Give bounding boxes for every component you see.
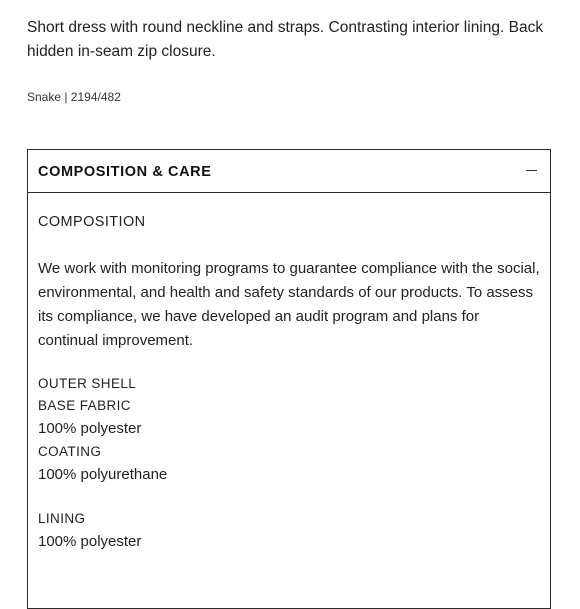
base-fabric-label: BASE FABRIC [38, 398, 131, 413]
minus-icon[interactable] [526, 170, 537, 171]
coating-label: COATING [38, 444, 102, 459]
lining-value: 100% polyester [38, 533, 142, 550]
product-reference: Snake | 2194/482 [27, 90, 121, 104]
accordion-header[interactable] [28, 150, 550, 193]
accordion-title: COMPOSITION & CARE [38, 164, 212, 180]
compliance-text: We work with monitoring programs to guarantee compliance with the social, environmental, and health and safety standards of our products. To assess its compliance, we have developed an audit program and plans for continual improvement. [38, 260, 540, 349]
base-fabric-value: 100% polyester [38, 420, 142, 437]
section-heading: COMPOSITION [38, 214, 146, 230]
coating-value: 100% polyurethane [38, 466, 168, 483]
lining-label: LINING [38, 511, 86, 526]
outer-shell-label: OUTER SHELL [38, 376, 137, 391]
composition-care-accordion [27, 149, 551, 609]
product-description: Short dress with round neckline and straps. Contrasting interior lining. Back hidden in-seam zip closure. [27, 19, 544, 60]
